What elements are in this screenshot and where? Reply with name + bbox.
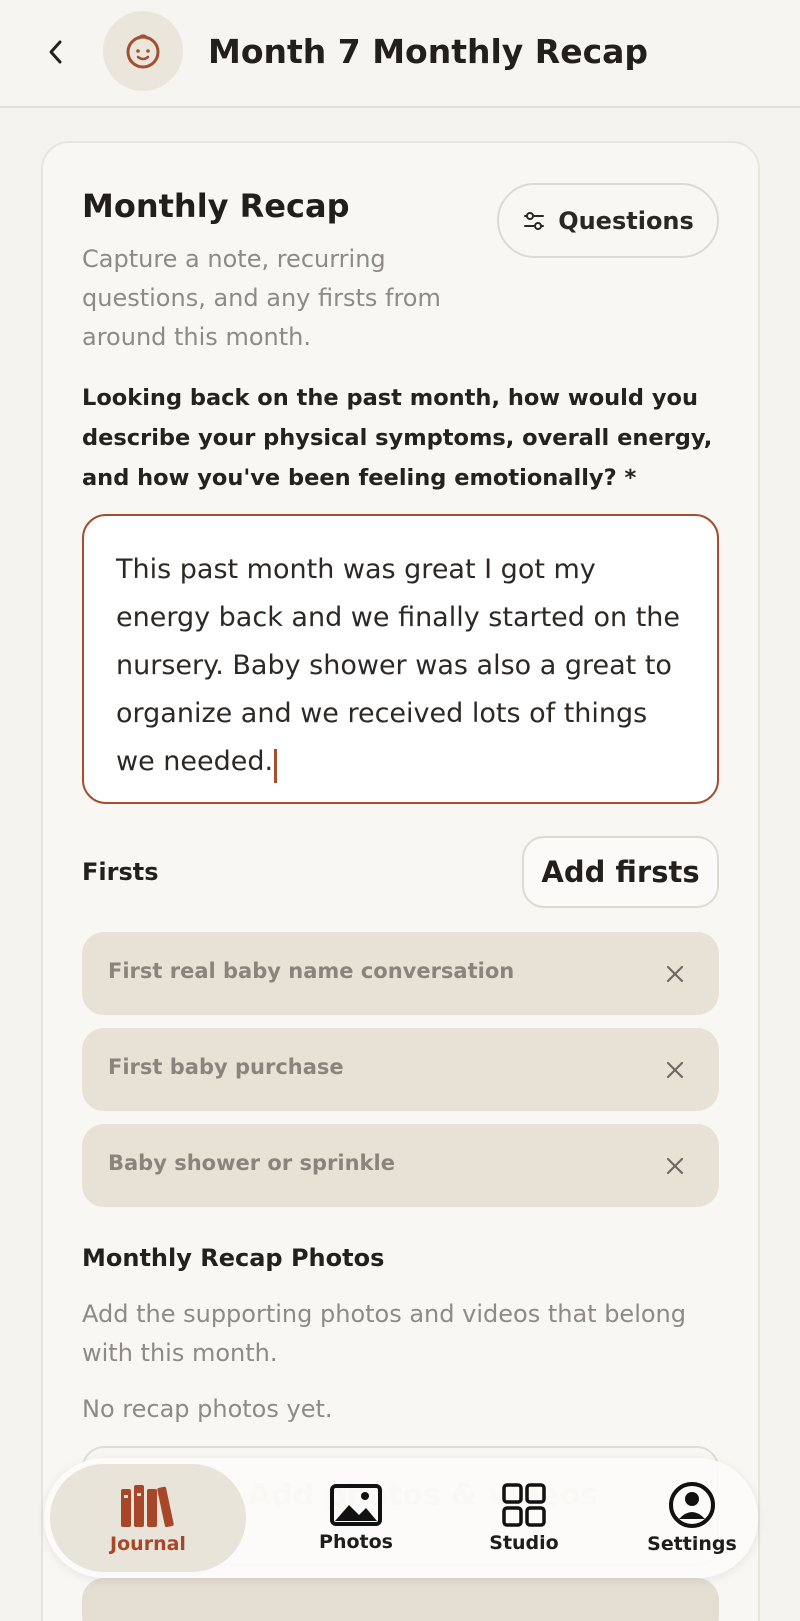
chevron-left-icon bbox=[46, 38, 66, 66]
questions-label: Questions bbox=[558, 206, 694, 235]
user-circle-icon bbox=[668, 1481, 716, 1529]
questions-button[interactable] bbox=[497, 183, 719, 258]
first-item-label: Baby shower or sprinkle bbox=[108, 1151, 395, 1175]
empty-photos-text: No recap photos yet. bbox=[82, 1395, 333, 1423]
baby-avatar bbox=[103, 11, 183, 91]
grid-icon bbox=[501, 1482, 547, 1528]
next-section-strip bbox=[82, 1578, 719, 1621]
section-title: Monthly Recap bbox=[82, 187, 350, 225]
back-button[interactable] bbox=[36, 28, 76, 76]
answer-textarea[interactable] bbox=[82, 514, 719, 804]
app-header bbox=[0, 0, 800, 108]
first-item-label: First baby purchase bbox=[108, 1055, 344, 1079]
tab-journal[interactable] bbox=[50, 1464, 246, 1572]
close-icon[interactable] bbox=[663, 1058, 687, 1082]
question-label: Looking back on the past month, how would you describe your physical symptoms, overall energy, and how you've been feeling emotionally? * bbox=[82, 385, 713, 491]
first-item bbox=[82, 932, 719, 1015]
close-icon[interactable] bbox=[663, 962, 687, 986]
first-item bbox=[82, 1028, 719, 1111]
answer-text: This past month was great I got my energy back and we finally started on the nursery. Baby shower was also a great to organize and we received lots of things we needed. bbox=[116, 554, 681, 777]
tab-studio[interactable] bbox=[444, 1464, 604, 1572]
first-item-label: First real baby name conversation bbox=[108, 959, 515, 983]
baby-face-icon bbox=[123, 31, 163, 71]
add-firsts-button[interactable]: Add firsts bbox=[522, 836, 719, 908]
tab-photos[interactable] bbox=[276, 1464, 436, 1572]
tab-photos-label: Photos bbox=[319, 1531, 393, 1553]
bottom-tab-bar bbox=[44, 1458, 758, 1578]
sliders-icon bbox=[522, 209, 546, 233]
tab-journal-label: Journal bbox=[110, 1533, 186, 1555]
firsts-label: Firsts bbox=[82, 858, 159, 886]
photos-description: Add the supporting photos and videos that belong with this month. bbox=[82, 1300, 686, 1367]
tab-studio-label: Studio bbox=[489, 1532, 559, 1554]
books-icon bbox=[119, 1481, 177, 1529]
tab-settings-label: Settings bbox=[647, 1533, 737, 1555]
text-caret bbox=[274, 749, 277, 783]
tab-settings[interactable] bbox=[612, 1464, 772, 1572]
close-icon[interactable] bbox=[663, 1154, 687, 1178]
page-title: Month 7 Monthly Recap bbox=[208, 32, 649, 71]
photos-section-title: Monthly Recap Photos bbox=[82, 1244, 385, 1272]
section-description: Capture a note, recurring questions, and any firsts from around this month. bbox=[82, 245, 441, 351]
first-item bbox=[82, 1124, 719, 1207]
image-icon bbox=[329, 1483, 383, 1527]
